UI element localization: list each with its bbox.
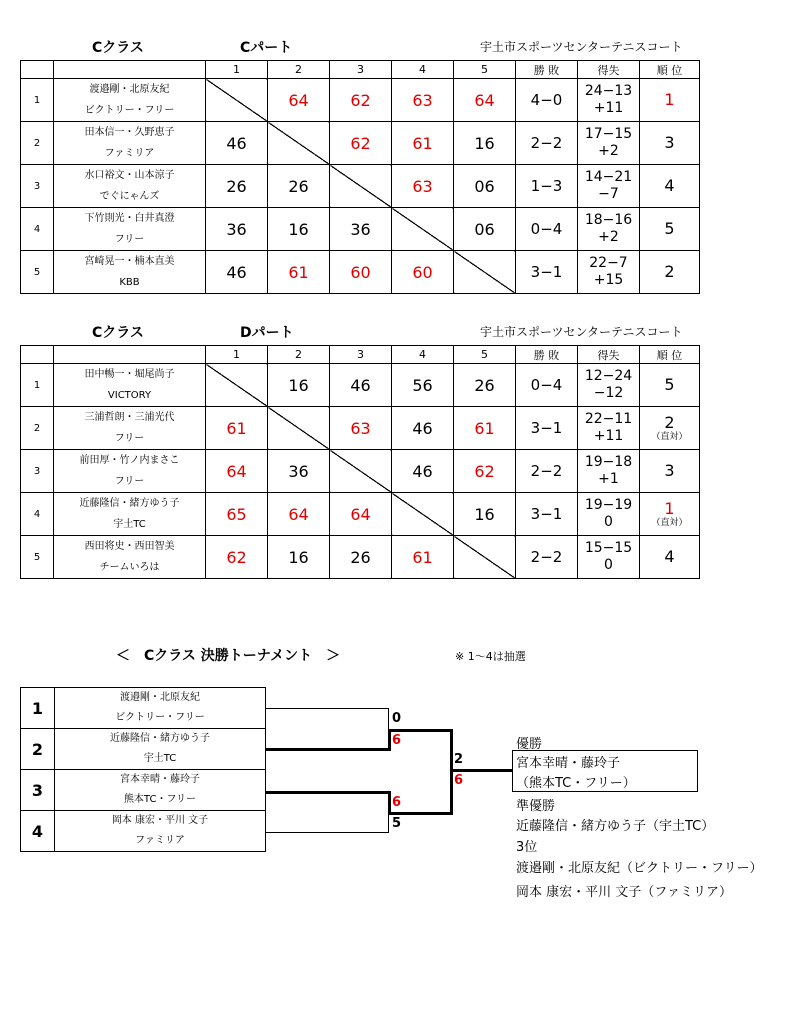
table-row bbox=[21, 79, 700, 122]
match-score: 06 bbox=[454, 165, 516, 208]
column-header: 4 bbox=[392, 61, 454, 79]
match-score: 61 bbox=[392, 122, 454, 165]
bracket-line bbox=[450, 729, 453, 815]
games-diff bbox=[578, 79, 640, 122]
rank-value: 1 bbox=[664, 90, 675, 109]
rank-value: 4 bbox=[664, 547, 675, 566]
round-robin-table-d bbox=[20, 345, 700, 579]
row-number: 3 bbox=[21, 165, 54, 208]
games-balance: −7 bbox=[598, 186, 619, 202]
rank bbox=[640, 79, 700, 122]
champion-box bbox=[512, 750, 698, 792]
rank bbox=[640, 122, 700, 165]
games-balance: +15 bbox=[593, 272, 624, 288]
lottery-note: ※ 1〜4は抽選 bbox=[455, 650, 526, 663]
team-name: フリー bbox=[114, 433, 145, 444]
table-row bbox=[21, 536, 700, 579]
self-match-cell bbox=[454, 251, 516, 294]
games-ratio: 24−13 bbox=[584, 83, 633, 99]
match-score: 46 bbox=[330, 364, 392, 407]
bracket-line-winner bbox=[388, 730, 391, 751]
team-name: でぐにゃんズ bbox=[99, 191, 160, 202]
match-score: 46 bbox=[206, 122, 268, 165]
player-names bbox=[54, 407, 206, 450]
games-balance: 0 bbox=[604, 514, 613, 530]
games-diff bbox=[578, 122, 640, 165]
match-score: 64 bbox=[268, 493, 330, 536]
rank-value: 5 bbox=[664, 375, 675, 394]
rank-note: （直対） bbox=[651, 431, 688, 442]
column-header: 3 bbox=[330, 346, 392, 364]
match-score: 16 bbox=[268, 208, 330, 251]
games-ratio: 14−21 bbox=[584, 169, 633, 185]
row-number: 2 bbox=[21, 122, 54, 165]
player-pair: 近藤隆信・緒方ゆう子 bbox=[79, 498, 180, 509]
games-ratio: 19−18 bbox=[584, 454, 633, 470]
entry-names bbox=[55, 811, 266, 852]
player-pair: 下竹則光・白井真澄 bbox=[84, 213, 175, 224]
player-pair: 渡邉剛・北原友紀 bbox=[89, 84, 170, 95]
part-title-c: Cパート bbox=[240, 40, 293, 56]
match-score: 63 bbox=[330, 407, 392, 450]
bracket-entry bbox=[21, 729, 266, 770]
column-header: 勝 敗 bbox=[516, 61, 578, 79]
match-score: 62 bbox=[454, 450, 516, 493]
games-ratio: 22−7 bbox=[589, 255, 628, 271]
row-number: 4 bbox=[21, 208, 54, 251]
match-score: 56 bbox=[392, 364, 454, 407]
player-names bbox=[54, 450, 206, 493]
games-ratio: 22−11 bbox=[584, 411, 633, 427]
entry-player: 近藤隆信・緒方ゆう子 bbox=[110, 733, 210, 744]
player-names bbox=[54, 122, 206, 165]
self-match-cell bbox=[330, 450, 392, 493]
entry-team: 宇土TC bbox=[143, 753, 177, 764]
match-score: 16 bbox=[268, 536, 330, 579]
sf2-bottom-score: 5 bbox=[392, 816, 402, 831]
match-score: 26 bbox=[330, 536, 392, 579]
table-row bbox=[21, 450, 700, 493]
column-header: 4 bbox=[392, 346, 454, 364]
column-header: 2 bbox=[268, 346, 330, 364]
bracket-line bbox=[388, 813, 389, 833]
rank-value: 2 bbox=[664, 412, 675, 432]
games-balance: +1 bbox=[598, 471, 619, 487]
header-blank bbox=[54, 346, 206, 364]
row-number: 2 bbox=[21, 407, 54, 450]
games-diff bbox=[578, 493, 640, 536]
column-header: 5 bbox=[454, 346, 516, 364]
row-number: 4 bbox=[21, 493, 54, 536]
column-header: 5 bbox=[454, 61, 516, 79]
games-balance: 0 bbox=[604, 557, 613, 573]
match-score: 06 bbox=[454, 208, 516, 251]
entry-team: 熊本TC・フリー bbox=[123, 794, 197, 805]
sf1-top-score: 0 bbox=[392, 711, 402, 726]
row-number: 3 bbox=[21, 450, 54, 493]
entry-names bbox=[55, 770, 266, 811]
row-number: 5 bbox=[21, 251, 54, 294]
games-diff bbox=[578, 536, 640, 579]
bracket-entry bbox=[21, 688, 266, 729]
win-loss: 3−1 bbox=[516, 493, 578, 536]
win-loss: 0−4 bbox=[516, 208, 578, 251]
bracket-line-winner bbox=[450, 769, 512, 772]
rank-note: （直対） bbox=[651, 517, 688, 528]
match-score: 64 bbox=[268, 79, 330, 122]
games-ratio: 18−16 bbox=[584, 212, 633, 228]
entry-names bbox=[55, 688, 266, 729]
team-name: ビクトリー・フリー bbox=[84, 105, 175, 116]
win-loss: 0−4 bbox=[516, 364, 578, 407]
rank bbox=[640, 450, 700, 493]
match-score: 26 bbox=[268, 165, 330, 208]
row-number: 1 bbox=[21, 364, 54, 407]
entry-player: 宮本幸晴・藤玲子 bbox=[120, 774, 200, 785]
player-names bbox=[54, 493, 206, 536]
player-pair: 田本信一・久野恵子 bbox=[84, 127, 175, 138]
match-score: 62 bbox=[206, 536, 268, 579]
win-loss: 1−3 bbox=[516, 165, 578, 208]
win-loss: 2−2 bbox=[516, 536, 578, 579]
games-balance: +2 bbox=[598, 229, 619, 245]
match-score: 36 bbox=[206, 208, 268, 251]
match-score: 16 bbox=[454, 493, 516, 536]
player-pair: 宮崎晃一・楠本直美 bbox=[84, 256, 175, 267]
column-header: 2 bbox=[268, 61, 330, 79]
player-pair: 西田将史・西田智美 bbox=[84, 541, 175, 552]
self-match-cell bbox=[268, 122, 330, 165]
bracket-line bbox=[266, 708, 388, 709]
seed-number: 3 bbox=[21, 770, 55, 811]
bracket-line bbox=[388, 708, 389, 731]
self-match-cell bbox=[330, 165, 392, 208]
team-name: フリー bbox=[114, 234, 145, 245]
rank bbox=[640, 536, 700, 579]
games-diff bbox=[578, 208, 640, 251]
match-score: 61 bbox=[206, 407, 268, 450]
class-title-c: Cクラス bbox=[92, 40, 144, 56]
team-name: 宇土TC bbox=[113, 519, 146, 530]
win-loss: 2−2 bbox=[516, 122, 578, 165]
match-score: 64 bbox=[330, 493, 392, 536]
player-pair: 水口裕文・山本涼子 bbox=[84, 170, 175, 181]
match-score: 36 bbox=[330, 208, 392, 251]
match-score: 65 bbox=[206, 493, 268, 536]
match-score: 62 bbox=[330, 122, 392, 165]
games-balance: +11 bbox=[593, 100, 624, 116]
games-diff bbox=[578, 165, 640, 208]
match-score: 61 bbox=[392, 536, 454, 579]
player-pair: 三浦哲朗・三浦光代 bbox=[84, 412, 175, 423]
games-balance: +11 bbox=[593, 428, 624, 444]
champion-name: 宮本幸晴・藤玲子 bbox=[516, 756, 621, 771]
rank-value: 3 bbox=[664, 133, 675, 152]
third-place-1: 渡邉剛・北原友紀（ビクトリー・フリー） bbox=[516, 861, 763, 876]
header-blank bbox=[21, 61, 54, 79]
games-diff bbox=[578, 251, 640, 294]
column-header: 得失 bbox=[578, 346, 640, 364]
win-loss: 2−2 bbox=[516, 450, 578, 493]
games-ratio: 17−15 bbox=[584, 126, 633, 142]
entry-names bbox=[55, 729, 266, 770]
column-header: 得失 bbox=[578, 61, 640, 79]
bracket-entries bbox=[20, 687, 266, 852]
games-balance: +2 bbox=[598, 143, 619, 159]
player-pair: 田中暢一・堀尾尚子 bbox=[84, 369, 175, 380]
match-score: 46 bbox=[392, 407, 454, 450]
champion-team: （熊本TC・フリー） bbox=[516, 776, 636, 791]
rank-value: 1 bbox=[664, 498, 675, 518]
bracket-entry bbox=[21, 770, 266, 811]
rank-value: 5 bbox=[664, 219, 675, 238]
match-score: 46 bbox=[206, 251, 268, 294]
match-score: 64 bbox=[454, 79, 516, 122]
table-row bbox=[21, 208, 700, 251]
table-row bbox=[21, 493, 700, 536]
venue-d: 宇土市スポーツセンターテニスコート bbox=[480, 325, 683, 339]
entry-team: ファミリア bbox=[135, 835, 185, 846]
match-score: 63 bbox=[392, 165, 454, 208]
team-name: フリー bbox=[114, 476, 145, 487]
rank bbox=[640, 251, 700, 294]
champion-label: 優勝 bbox=[516, 737, 543, 752]
table-row bbox=[21, 364, 700, 407]
bracket-line bbox=[266, 832, 388, 833]
self-match-cell bbox=[268, 407, 330, 450]
venue-c: 宇土市スポーツセンターテニスコート bbox=[480, 40, 683, 54]
column-header: 順 位 bbox=[640, 346, 700, 364]
entry-player: 渡邉剛・北原友紀 bbox=[120, 692, 200, 703]
win-loss: 4−0 bbox=[516, 79, 578, 122]
games-diff bbox=[578, 450, 640, 493]
final-top-score: 2 bbox=[454, 752, 464, 767]
self-match-cell bbox=[454, 536, 516, 579]
player-names bbox=[54, 536, 206, 579]
match-score: 61 bbox=[268, 251, 330, 294]
player-names bbox=[54, 364, 206, 407]
rank-value: 4 bbox=[664, 176, 675, 195]
third-place-2: 岡本 康宏・平川 文子（ファミリア） bbox=[516, 885, 733, 900]
team-name: VICTORY bbox=[107, 390, 152, 401]
final-bottom-score: 6 bbox=[454, 773, 464, 788]
rank-value: 2 bbox=[664, 262, 675, 281]
player-names bbox=[54, 79, 206, 122]
table-header-row bbox=[21, 346, 700, 364]
bracket-line-winner bbox=[388, 791, 391, 814]
rank bbox=[640, 493, 700, 536]
header-blank bbox=[21, 346, 54, 364]
self-match-cell bbox=[206, 364, 268, 407]
row-number: 1 bbox=[21, 79, 54, 122]
header-blank bbox=[54, 61, 206, 79]
runner-up-label: 準優勝 bbox=[516, 799, 556, 814]
seed-number: 1 bbox=[21, 688, 55, 729]
win-loss: 3−1 bbox=[516, 407, 578, 450]
self-match-cell bbox=[392, 208, 454, 251]
games-ratio: 12−24 bbox=[584, 368, 633, 384]
match-score: 26 bbox=[206, 165, 268, 208]
player-names bbox=[54, 251, 206, 294]
match-score: 62 bbox=[330, 79, 392, 122]
rank bbox=[640, 165, 700, 208]
seed-number: 2 bbox=[21, 729, 55, 770]
table-row bbox=[21, 122, 700, 165]
bracket-line-winner bbox=[266, 748, 388, 751]
third-label: 3位 bbox=[516, 840, 538, 855]
match-score: 16 bbox=[268, 364, 330, 407]
match-score: 46 bbox=[392, 450, 454, 493]
bracket-line-winner bbox=[266, 791, 388, 794]
rank bbox=[640, 364, 700, 407]
column-header: 1 bbox=[206, 61, 268, 79]
sf1-bottom-score: 6 bbox=[392, 733, 402, 748]
column-header: 順 位 bbox=[640, 61, 700, 79]
win-loss: 3−1 bbox=[516, 251, 578, 294]
games-ratio: 15−15 bbox=[584, 540, 633, 556]
self-match-cell bbox=[392, 493, 454, 536]
match-score: 64 bbox=[206, 450, 268, 493]
bracket-line bbox=[388, 812, 451, 815]
table-header-row bbox=[21, 61, 700, 79]
class-title-d: Cクラス bbox=[92, 325, 144, 341]
player-pair: 前田厚・竹ノ内まさこ bbox=[79, 455, 180, 466]
self-match-cell bbox=[206, 79, 268, 122]
table-row bbox=[21, 407, 700, 450]
row-number: 5 bbox=[21, 536, 54, 579]
rank bbox=[640, 407, 700, 450]
team-name: ファミリア bbox=[104, 148, 155, 159]
entry-team: ビクトリー・フリー bbox=[115, 712, 205, 723]
table-row bbox=[21, 165, 700, 208]
team-name: チームいろは bbox=[99, 562, 160, 573]
games-ratio: 19−19 bbox=[584, 497, 633, 513]
seed-number: 4 bbox=[21, 811, 55, 852]
entry-player: 岡本 康宏・平川 文子 bbox=[111, 815, 209, 826]
match-score: 61 bbox=[454, 407, 516, 450]
round-robin-table-c bbox=[20, 60, 700, 294]
column-header: 3 bbox=[330, 61, 392, 79]
table-row bbox=[21, 251, 700, 294]
runner-up: 近藤隆信・緒方ゆう子（宇土TC） bbox=[516, 819, 715, 834]
bracket-entry bbox=[21, 811, 266, 852]
match-score: 60 bbox=[330, 251, 392, 294]
match-score: 26 bbox=[454, 364, 516, 407]
match-score: 36 bbox=[268, 450, 330, 493]
games-balance: −12 bbox=[593, 385, 624, 401]
team-name: KBB bbox=[119, 277, 140, 288]
match-score: 60 bbox=[392, 251, 454, 294]
sf2-top-score: 6 bbox=[392, 795, 402, 810]
tournament-title: ＜ Cクラス 決勝トーナメント ＞ bbox=[116, 648, 341, 664]
column-header: 勝 敗 bbox=[516, 346, 578, 364]
bracket-line bbox=[388, 729, 451, 732]
player-names bbox=[54, 165, 206, 208]
player-names bbox=[54, 208, 206, 251]
column-header: 1 bbox=[206, 346, 268, 364]
rank bbox=[640, 208, 700, 251]
games-diff bbox=[578, 407, 640, 450]
match-score: 63 bbox=[392, 79, 454, 122]
rank-value: 3 bbox=[664, 461, 675, 480]
match-score: 16 bbox=[454, 122, 516, 165]
part-title-d: Dパート bbox=[240, 325, 294, 341]
games-diff bbox=[578, 364, 640, 407]
